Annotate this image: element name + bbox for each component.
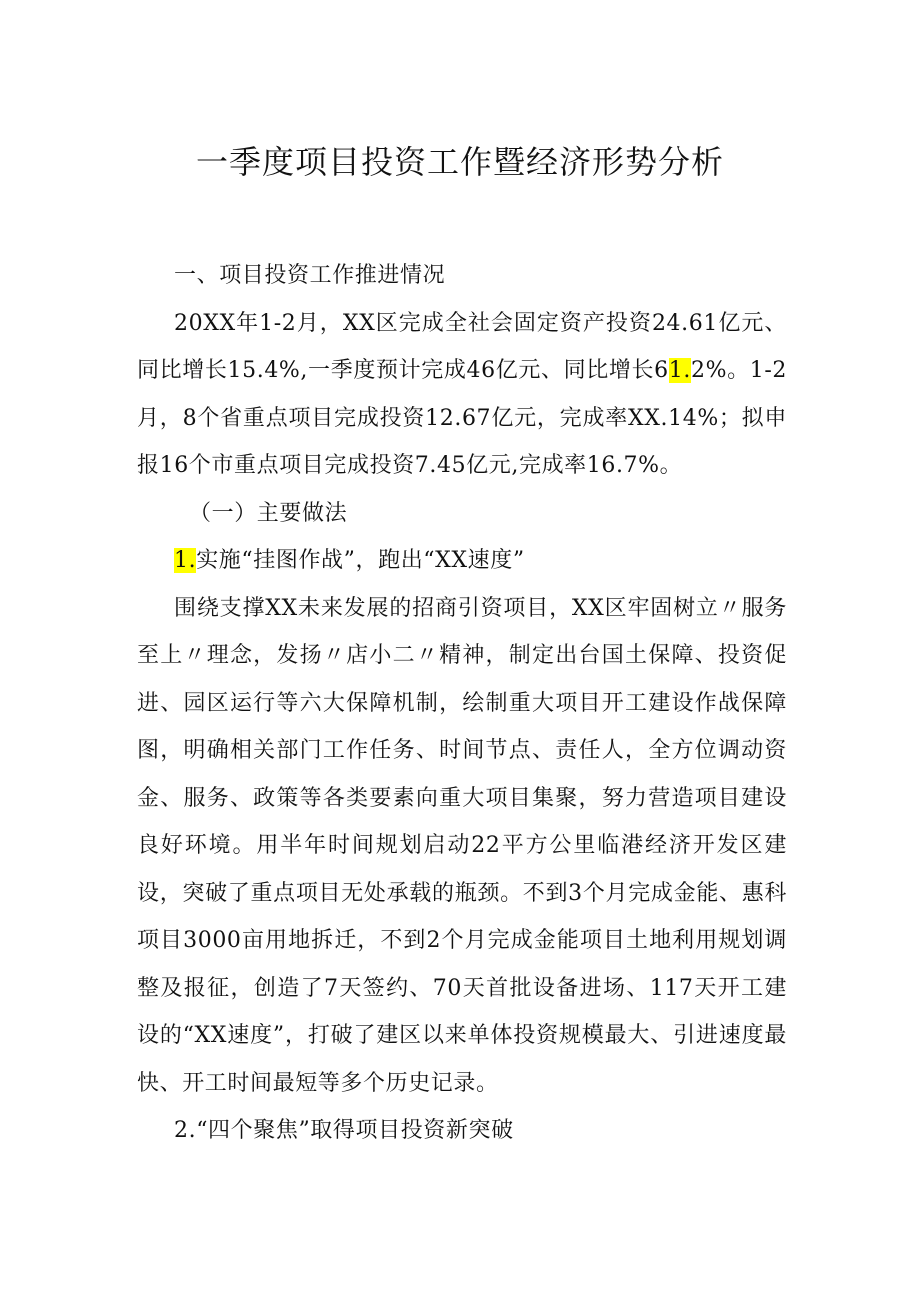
paragraph-battle-map: 围绕支撑XX未来发展的招商引资项目，XX区牢固树立〃服务至上〃理念，发扬〃店小二〃精神，制定出台国土保障、投资促进、园区运行等六大保障机制，绘制重大项目开工建设作战保障图，明确相关部门工作任务、时间节点、责任人，全方位调动资金、服务、政策等各类要素向重大项目集聚，努力营造项目建设良好环境。用半年时间规划启动22平方公里临港经济开发区建设，突破了重点项目无处承载的瓶颈。不到3个月完成金能、惠科项目3000亩用地拆迁，不到2个月完成金能项目土地利用规划调整及报征，创造了7天签约、70天首批设备进场、117天开工建设的“XX速度”，打破了建区以来单体投资规模最大、引进速度最快、开工时间最短等多个历史记录。 [137,595,787,1096]
section-heading-1: 一、项目投资工作推进情况 [174,263,446,288]
paragraph-text-segment: 20XX年1-2月，XX区完成全社会固定资产投资24.61亿元、同比增长15.4%,一季度预计完成46亿元、同比增长6 [137,310,787,383]
paragraph-investment-summary [137,300,787,490]
paragraph-text-segment: 2%。1-2月，8个省重点项目完成投资12.67亿元，完成率XX.14%；拟申报16个市重点项目完成投资7.45亿元,完成率16.7%。 [137,358,788,478]
highlighted-text: 1. [668,358,691,383]
document-body [137,252,787,1155]
item-number-highlighted: 1. [174,548,197,573]
item-heading-1 [137,537,787,585]
item-heading-text: 实施“挂图作战”，跑出“XX速度” [196,548,525,573]
subsection-heading-main-practices: （一）主要做法 [189,500,348,526]
item-heading-2: 2.“四个聚焦”取得项目投资新突破 [174,1118,514,1143]
document-title: 一季度项目投资工作暨经济形势分析 [195,143,724,181]
